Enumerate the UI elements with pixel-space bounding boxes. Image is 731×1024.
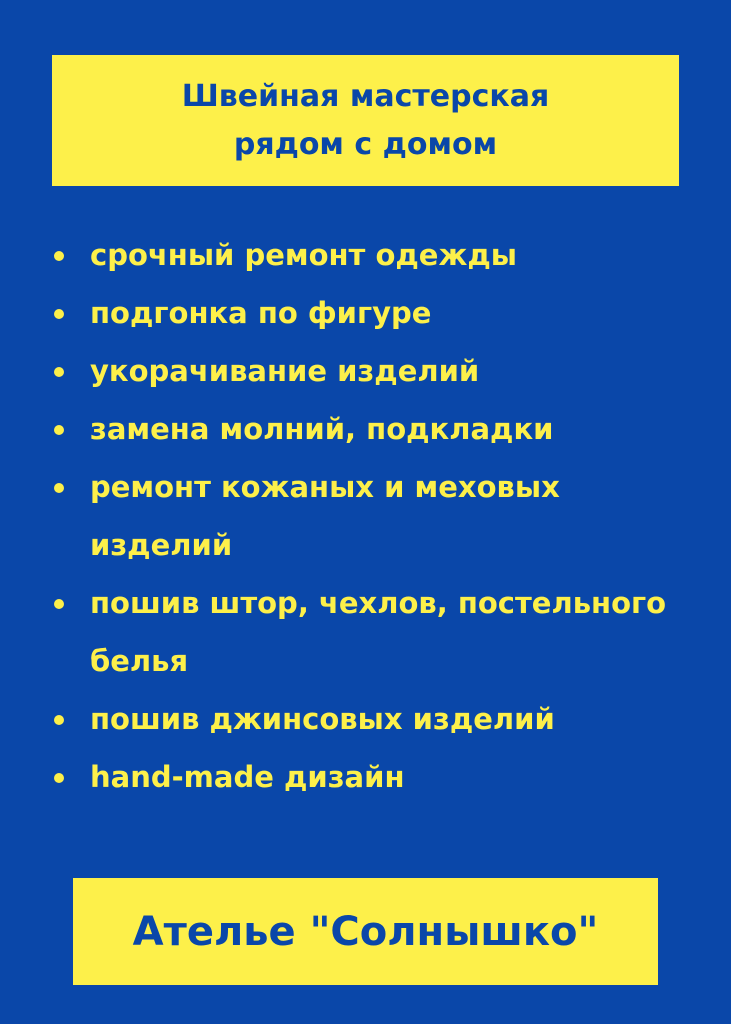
service-item (52, 690, 717, 748)
header-banner (52, 55, 679, 186)
bullet-icon (54, 599, 64, 609)
header-title-line-1: Швейная мастерская (181, 78, 550, 114)
bullet-icon (54, 715, 64, 725)
service-label: ремонт кожаных и меховых (90, 470, 560, 504)
bullet-icon (54, 425, 64, 435)
service-label: подгонка по фигуре (90, 296, 432, 330)
service-label: замена молний, подкладки (90, 412, 554, 446)
footer-banner (73, 878, 658, 985)
bullet-icon (54, 773, 64, 783)
bullet-icon (54, 367, 64, 377)
service-item-continuation (52, 516, 717, 574)
studio-name: Ателье "Солнышко" (132, 908, 599, 955)
service-label: укорачивание изделий (90, 354, 480, 388)
service-label: срочный ремонт одежды (90, 238, 517, 272)
service-label: белья (90, 644, 189, 678)
service-item (52, 574, 717, 632)
service-item-continuation (52, 632, 717, 690)
service-label: изделий (90, 528, 233, 562)
header-title-line-2: рядом с домом (233, 126, 498, 162)
service-label: пошив штор, чехлов, постельного (90, 586, 667, 620)
service-item (52, 400, 717, 458)
service-label: пошив джинсовых изделий (90, 702, 555, 736)
service-item (52, 748, 717, 806)
service-item (52, 342, 717, 400)
service-label: hand-made дизайн (90, 760, 405, 794)
bullet-icon (54, 251, 64, 261)
bullet-icon (54, 309, 64, 319)
services-list (52, 226, 717, 806)
service-item (52, 458, 717, 516)
service-item (52, 226, 717, 284)
bullet-icon (54, 483, 64, 493)
service-item (52, 284, 717, 342)
